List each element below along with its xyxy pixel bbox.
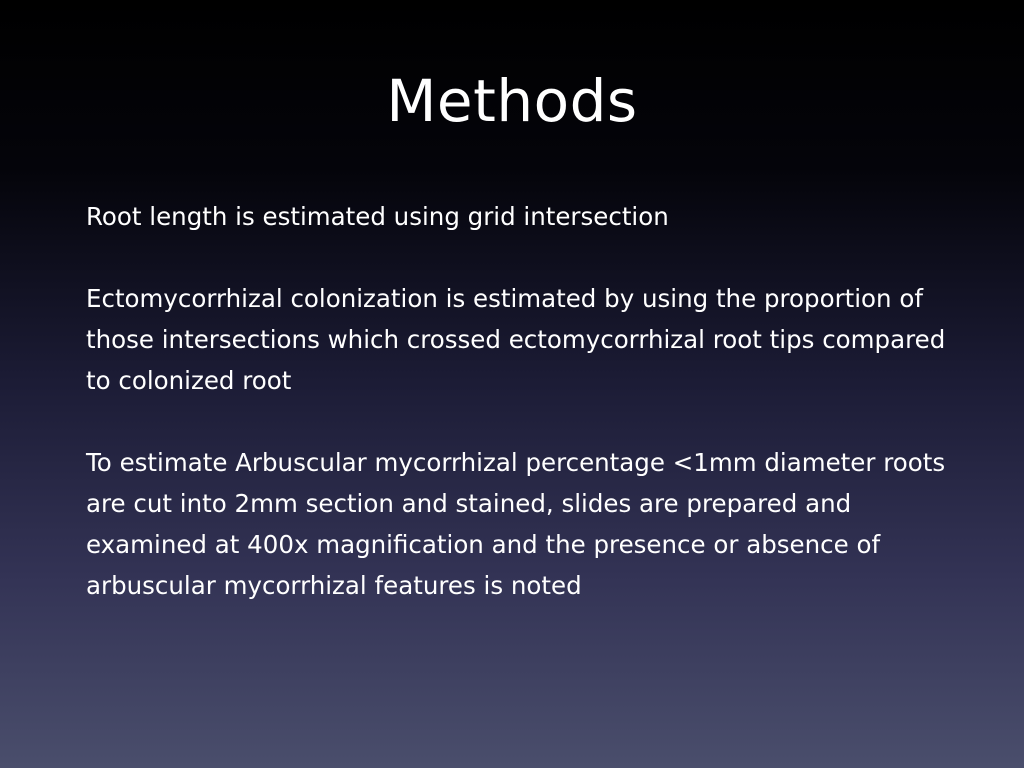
paragraph-ectomycorrhizal: Ectomycorrhizal colonization is estimated by using the proportion of those intersections which crossed ectomycorrhizal root tips compared to colonized root xyxy=(86,284,946,395)
paragraph-arbuscular: To estimate Arbuscular mycorrhizal percentage <1mm diameter roots are cut into 2mm section and stained, slides are prepared and examined at 400x magnification and the presence or absence of arbuscular mycorrhizal features is noted xyxy=(86,448,946,600)
paragraph-root-length: Root length is estimated using grid intersection xyxy=(86,202,669,231)
slide-body xyxy=(86,196,966,606)
slide-title: Methods xyxy=(386,67,638,135)
